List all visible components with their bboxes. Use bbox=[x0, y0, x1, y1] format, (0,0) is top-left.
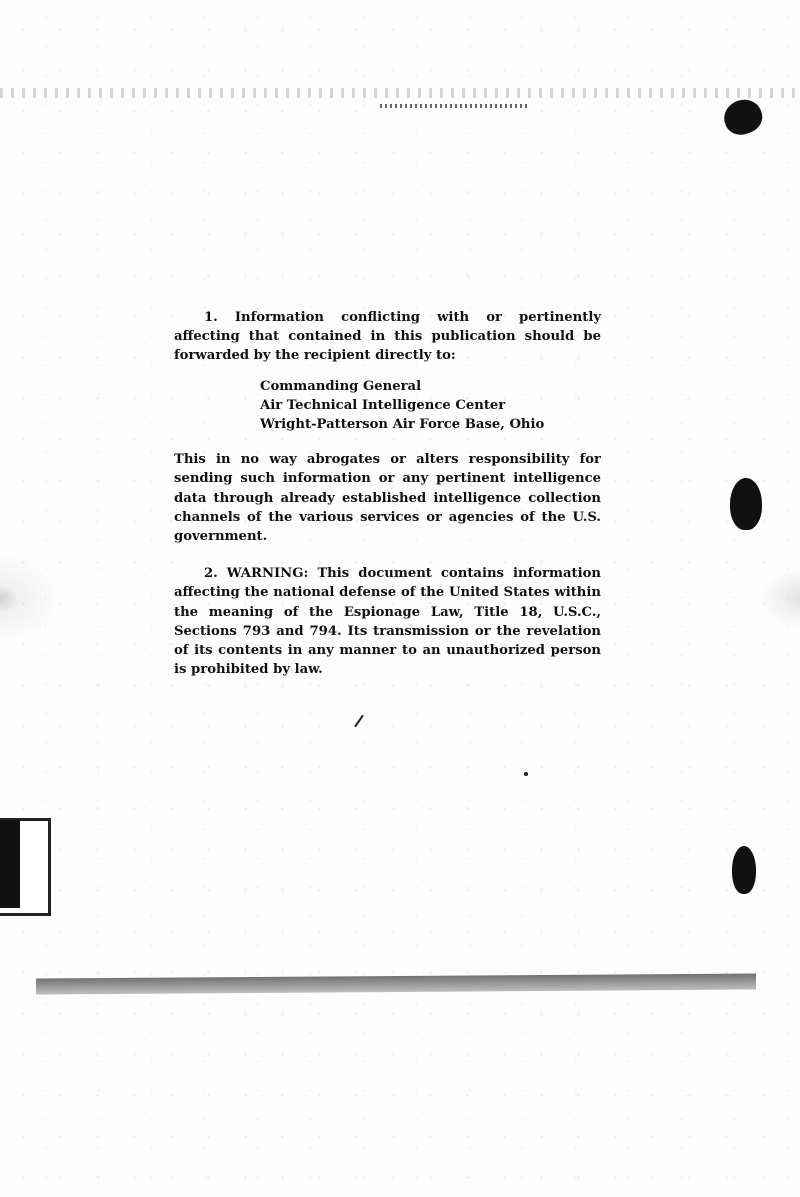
address-line: Air Technical Intelligence Center bbox=[260, 397, 506, 413]
binding-tab-shadow bbox=[0, 820, 20, 908]
paragraph-1: 1. Information conflicting with or pertinently affecting that contained in this publication should be forwarded by the recipient directly to: bbox=[174, 310, 601, 364]
scan-edge-top-mark bbox=[380, 104, 530, 108]
address-line: Commanding General bbox=[260, 378, 422, 394]
stray-dot bbox=[524, 772, 528, 776]
paragraph-1-continuation: This in no way abrogates or alters responsibility for sending such information or any pertinent intelligence data through already established intelligence collection channels of the various services or agencies of the U.S. government. bbox=[174, 452, 601, 545]
punch-hole bbox=[732, 846, 756, 894]
scan-edge-top bbox=[0, 88, 800, 98]
address-block bbox=[260, 377, 601, 435]
punch-hole bbox=[730, 478, 762, 530]
address-line: Wright-Patterson Air Force Base, Ohio bbox=[260, 417, 545, 433]
document-body bbox=[174, 308, 601, 679]
paragraph-2-warning: 2. WARNING: This document contains information affecting the national defense of the United States within the meaning of the Espionage Law, Title 18, U.S.C., Sections 793 and 794. Its transmission or the revelation of its contents in any manner to an unauthorized person is prohibited by law. bbox=[174, 566, 601, 678]
